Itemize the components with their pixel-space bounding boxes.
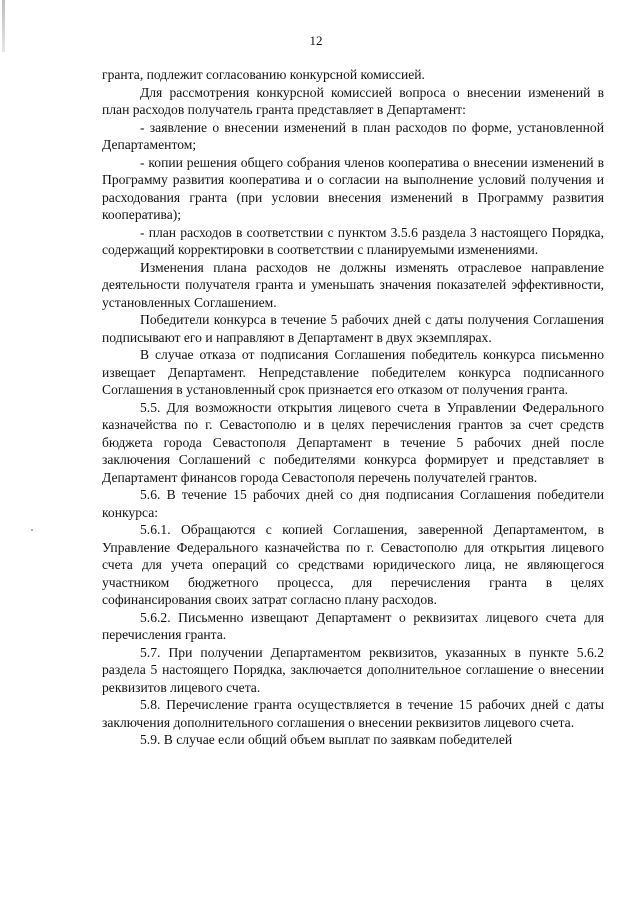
clause-5-8: 5.8. Перечисление гранта осуществляется в течение 15 рабочих дней с даты заключения дополнительного соглашения о внесении реквизитов лицевого счета. xyxy=(102,697,604,730)
paragraph-continuation: гранта, подлежит согласованию конкурсной комиссией. xyxy=(102,67,425,82)
clause-5-6-2: 5.6.2. Письменно извещают Департамент о реквизитах лицевого счета для перечисления гранта. xyxy=(102,609,604,642)
clause-5-6: 5.6. В течение 15 рабочих дней со дня подписания Соглашения победители конкурса: xyxy=(102,487,604,520)
document-body xyxy=(102,66,604,749)
list-item-decision-copies: - копии решения общего собрания членов кооператива о внесении изменений в Программу развития кооператива и о согласии на выполнение условий получения и расходования гранта (при условии внесения изменений в Программу развития кооператива); xyxy=(102,154,604,222)
clause-5-5: 5.5. Для возможности открытия лицевого счета в Управлении Федерального казначейства по г. Севастополю и в целях перечисления грантов за счет средств бюджета города Севастополя Департамент в течение 5 рабочих дней после заключения Соглашений с победителями конкурса формирует и представляет в Департамент финансов города Севастополя перечень получателей грантов. xyxy=(102,399,604,485)
clause-5-9: 5.9. В случае если общий объем выплат по заявкам победителей xyxy=(140,732,513,747)
list-item-expense-plan: - план расходов в соответствии с пунктом 3.5.6 раздела 3 настоящего Порядка, содержащий корректировки в соответствии с планируемыми изменениями. xyxy=(102,224,604,257)
list-item-application: - заявление о внесении изменений в план расходов по форме, установленной Департаментом; xyxy=(102,119,604,152)
paragraph-intro-changes: Для рассмотрения конкурсной комиссией вопроса о внесении изменений в план расходов получатель гранта представляет в Департамент: xyxy=(102,84,604,117)
paragraph-plan-restrictions: Изменения плана расходов не должны изменять отраслевое направление деятельности получателя гранта и уменьшать значения показателей эффективности, установленных Соглашением. xyxy=(102,259,604,310)
page-number: 12 xyxy=(309,33,323,48)
clause-5-7: 5.7. При получении Департаментом реквизитов, указанных в пункте 5.6.2 раздела 5 настоящего Порядка, заключается дополнительное соглашение о внесении реквизитов лицевого счета. xyxy=(102,644,604,695)
clause-5-6-1: 5.6.1. Обращаются с копией Соглашения, заверенной Департаментом, в Управление Федерального казначейства по г. Севастополю для открытия лицевого счета для учета операций со средствами юридического лица, не являющегося участником бюджетного процесса, для перечисления гранта в целях софинансирования своих затрат согласно плану расходов. xyxy=(102,522,604,607)
scan-speck xyxy=(31,529,33,531)
paragraph-refusal: В случае отказа от подписания Соглашения победитель конкурса письменно извещает Департамент. Непредставление победителем конкурса подписанного Соглашения в установленный срок признается его отказом от получения гранта. xyxy=(102,347,604,397)
paragraph-winners-sign: Победители конкурса в течение 5 рабочих дней с даты получения Соглашения подписывают его и направляют в Департамент в двух экземплярах. xyxy=(102,312,604,345)
